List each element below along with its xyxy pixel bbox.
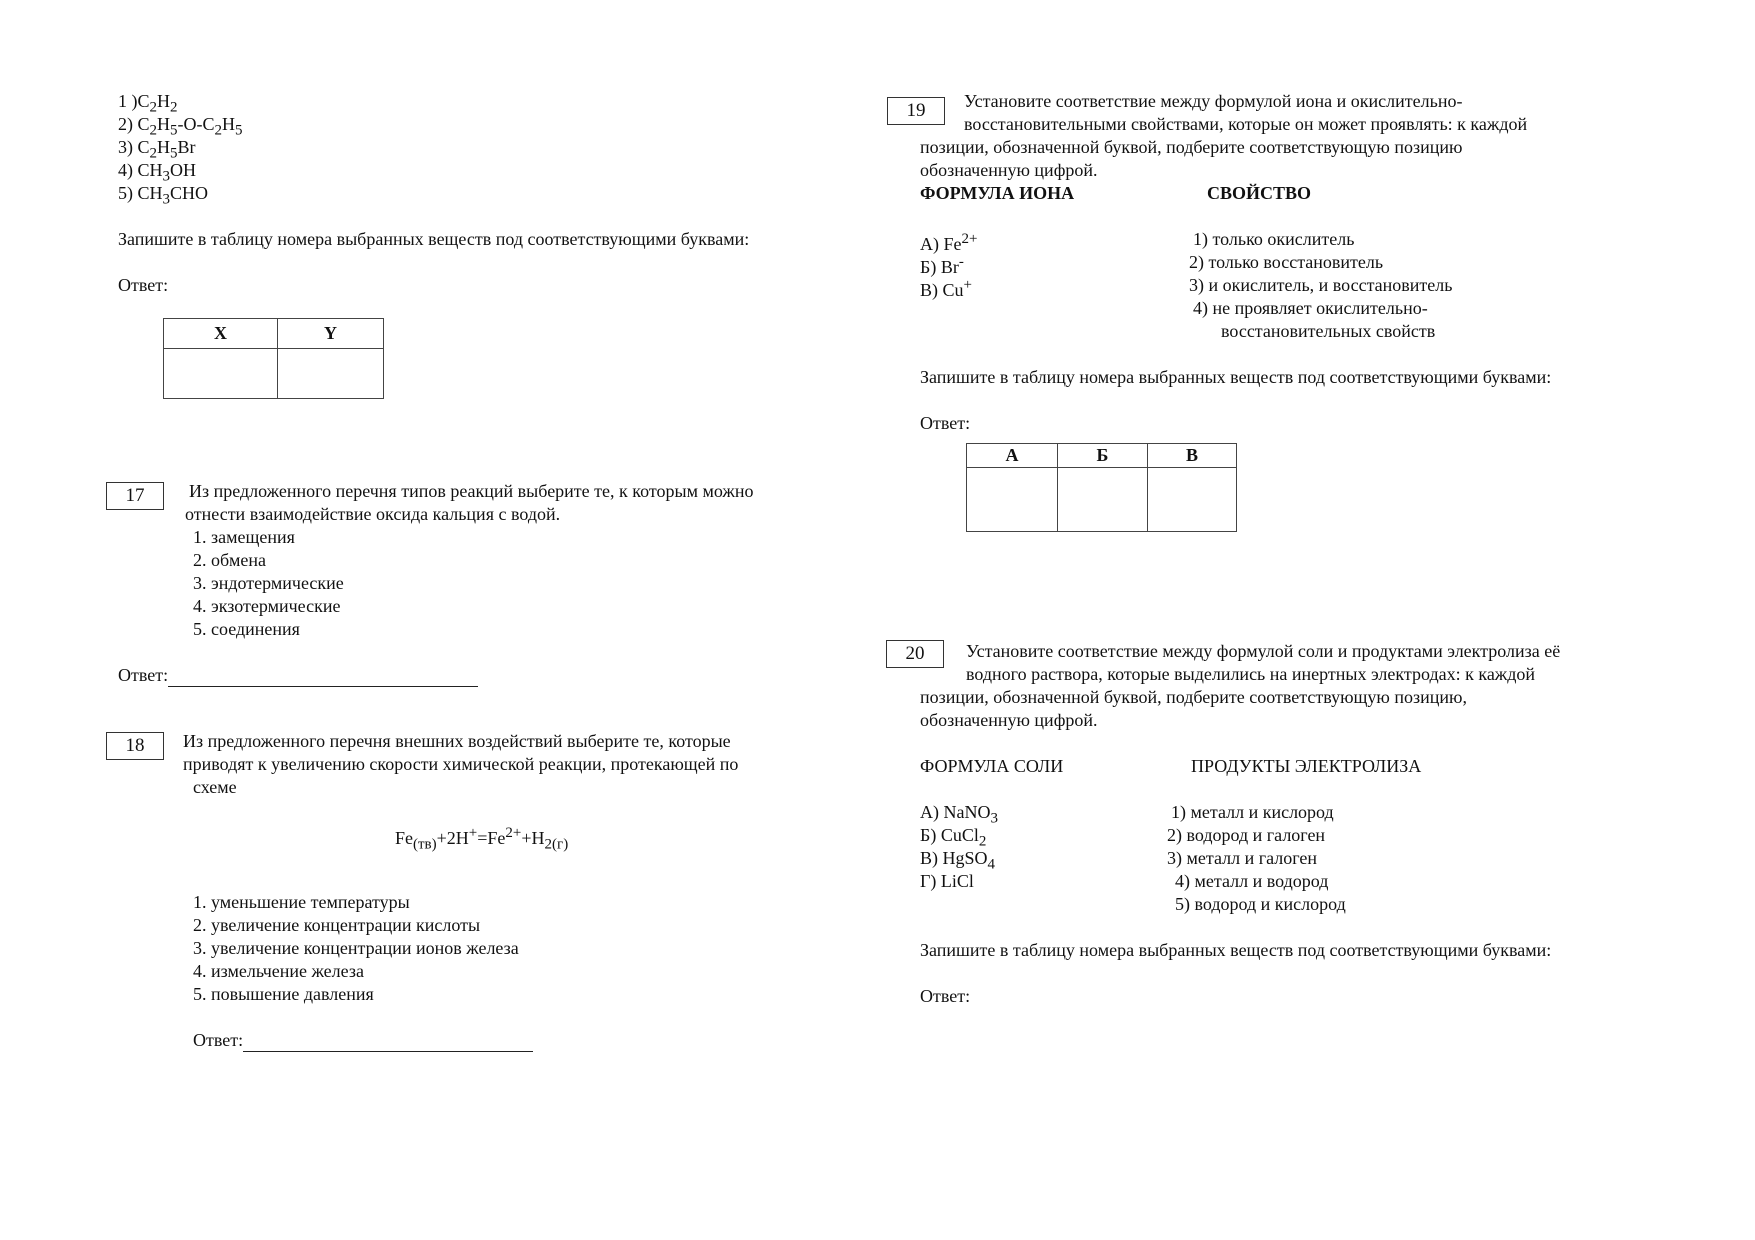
q19-property-4: 4) не проявляет окислительно- [1193, 298, 1428, 318]
answer-cell-v[interactable] [1148, 468, 1237, 532]
q20-product-2: 2) водород и галоген [1167, 825, 1326, 845]
q20-write-instruction: Запишите в таблицу номера выбранных веществ под соответствующими буквами: [920, 940, 1552, 960]
table-header-b: Б [1058, 444, 1148, 468]
q20-product-1: 1) металл и кислород [1171, 802, 1334, 822]
q19-property-4-cont: восстановительных свойств [1221, 321, 1436, 341]
q19-property-3: 3) и окислитель, и восстановитель [1189, 275, 1453, 295]
q20-text-line3: позиции, обозначенной буквой, подберите соответствующую позицию, [920, 687, 1467, 707]
formula-2: 2) $C_2H_5-O-C_2H_5$ [118, 114, 243, 139]
q17-text-line2: отнести взаимодействие оксида кальция с водой. [185, 504, 561, 524]
q20-text-line4: обозначенную цифрой. [920, 710, 1098, 730]
q20-col2-header: ПРОДУКТЫ ЭЛЕКТРОЛИЗА [1191, 756, 1422, 776]
q18-text-line1: Из предложенного перечня внешних воздействий выберите те, которые [183, 731, 731, 751]
q19-ion-b: Б) Br- [920, 254, 964, 277]
q18-equation: $Fe_{(тв)}+2H^+=Fe^{2+}+H_{2(г)}$ [395, 825, 569, 853]
q17-answer [118, 664, 478, 687]
table-header-y: Y [278, 319, 384, 349]
table-header-x: X [164, 319, 278, 349]
question-number-18: 18 [106, 732, 164, 760]
formula-3: 3) $C_2H_5Br$ [118, 137, 196, 162]
q20-salt-g: Г) LiCl [920, 871, 974, 891]
q19-text-line3: позиции, обозначенной буквой, подберите соответствующую позицию [920, 137, 1463, 157]
answer-table-xy [163, 318, 384, 399]
question-number-17: 17 [106, 482, 164, 510]
q17-option-3: 3. эндотермические [193, 573, 344, 593]
q19-text-line4: обозначенную цифрой. [920, 160, 1098, 180]
q17-answer-label: Ответ: [118, 665, 169, 685]
q20-text-line2: водного раствора, которые выделились на инертных электродах: к каждой [966, 664, 1536, 684]
table-header-a: А [967, 444, 1058, 468]
answer-cell-a[interactable] [967, 468, 1058, 532]
q17-answer-line[interactable] [168, 668, 478, 687]
q19-answer-label: Ответ: [920, 413, 971, 433]
q18-text-line2: приводят к увеличению скорости химической реакции, протекающей по [183, 754, 739, 774]
question-number-20: 20 [886, 640, 944, 668]
q20-product-4: 4) металл и водород [1175, 871, 1329, 891]
write-instruction: Запишите в таблицу номера выбранных веществ под соответствующими буквами: [118, 229, 750, 249]
q18-option-4: 4. измельчение железа [193, 961, 364, 981]
q19-col2-header: СВОЙСТВО [1207, 183, 1312, 203]
q17-option-1: 1. замещения [193, 527, 295, 547]
answer-table-abv [966, 443, 1237, 532]
q20-product-3: 3) металл и галоген [1167, 848, 1317, 868]
q19-text-line2: восстановительными свойствами, которые он может проявлять: к каждой [964, 114, 1528, 134]
question-number-19: 19 [887, 97, 945, 125]
q17-option-5: 5. соединения [193, 619, 300, 639]
q18-option-5: 5. повышение давления [193, 984, 374, 1004]
table-header-v: В [1148, 444, 1237, 468]
q19-ion-v: В) Cu+ [920, 277, 972, 300]
q20-salt-v: В) HgSO$_4$ [920, 848, 996, 873]
answer-cell-b[interactable] [1058, 468, 1148, 532]
q18-answer [193, 1029, 533, 1052]
q18-option-1: 1. уменьшение температуры [193, 892, 410, 912]
answer-cell-x[interactable] [164, 349, 278, 399]
q19-text-line1: Установите соответствие между формулой иона и окислительно- [964, 91, 1463, 111]
q20-answer-label: Ответ: [920, 986, 971, 1006]
q18-option-2: 2. увеличение концентрации кислоты [193, 915, 481, 935]
q19-write-instruction: Запишите в таблицу номера выбранных веществ под соответствующими буквами: [920, 367, 1552, 387]
q17-text-line1: Из предложенного перечня типов реакций выберите те, к которым можно [189, 481, 754, 501]
q18-answer-line[interactable] [243, 1033, 533, 1052]
q19-col1-header: ФОРМУЛА ИОНА [920, 183, 1075, 203]
q19-ion-a: А) $Fe^{2+}$ [920, 231, 978, 254]
answer-cell-y[interactable] [278, 349, 384, 399]
formula-4: 4) $CH_3OH$ [118, 160, 196, 185]
q17-option-4: 4. экзотермические [193, 596, 341, 616]
q19-property-2: 2) только восстановитель [1189, 252, 1384, 272]
q20-text-line1: Установите соответствие между формулой соли и продуктами электролиза её [966, 641, 1561, 661]
q18-text-line3: схеме [193, 777, 237, 797]
formula-1: 1 )$C_2H_2$ [118, 91, 178, 116]
q20-product-5: 5) водород и кислород [1175, 894, 1346, 914]
q17-option-2: 2. обмена [193, 550, 266, 570]
q18-option-3: 3. увеличение концентрации ионов железа [193, 938, 519, 958]
q20-salt-b: Б) CuCl$_2$ [920, 825, 987, 850]
answer-label: Ответ: [118, 275, 169, 295]
formula-5: 5) $CH_3CHO$ [118, 183, 209, 208]
q20-salt-a: А) NaNO$_3$ [920, 802, 998, 827]
q20-col1-header: ФОРМУЛА СОЛИ [920, 756, 1064, 776]
q18-answer-label: Ответ: [193, 1030, 244, 1050]
q19-property-1: 1) только окислитель [1193, 229, 1355, 249]
